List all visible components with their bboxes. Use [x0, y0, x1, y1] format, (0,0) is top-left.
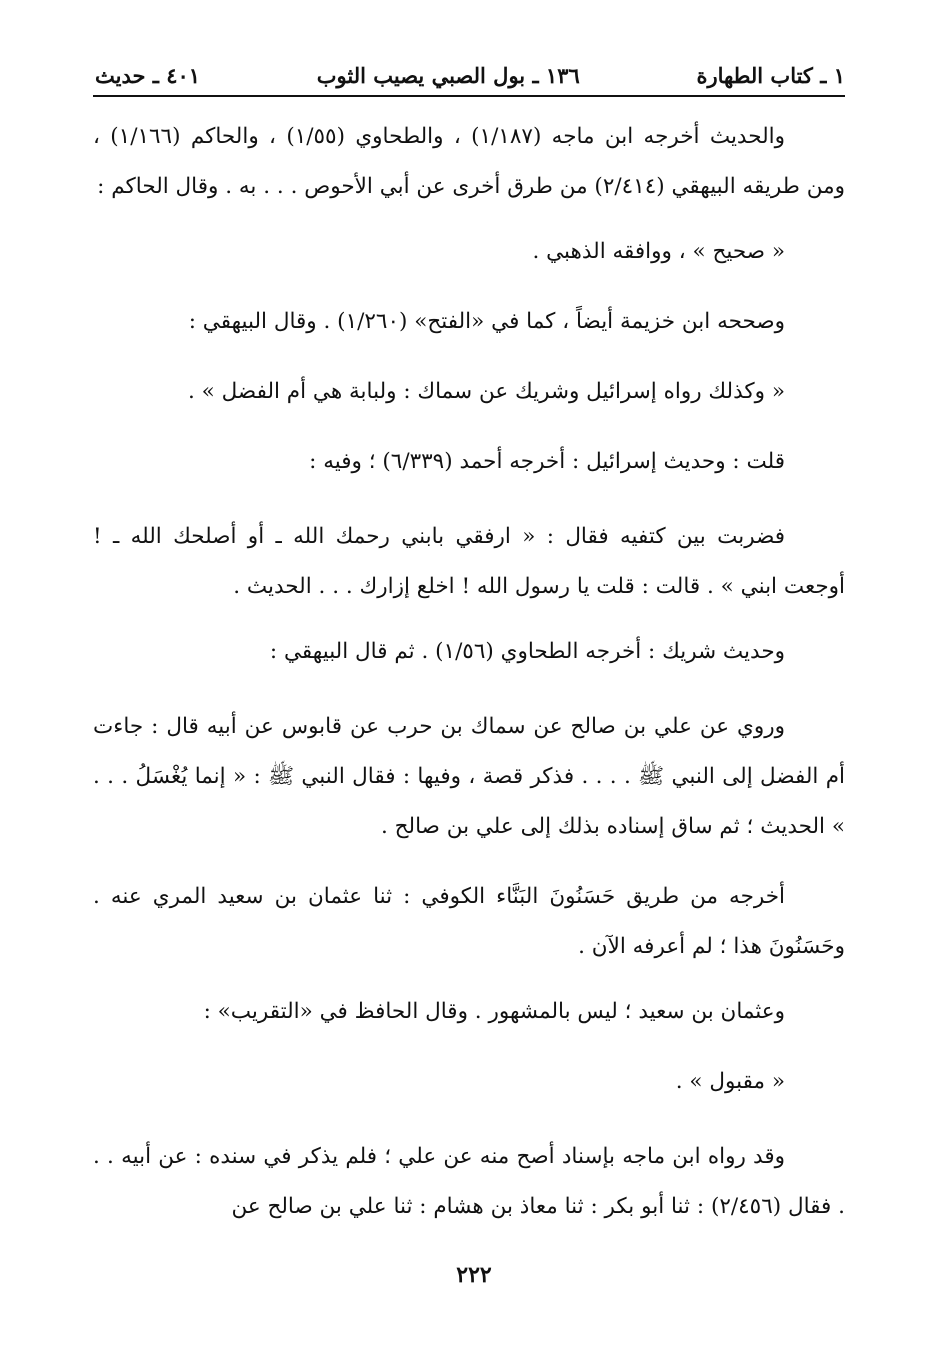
paragraph: فضربت بين كتفيه فقال : « ارفقي بابني رحمك الله ـ أو أصلحك الله ـ ! أوجعت ابني » . قالت : قلت يا رسول الله ! اخلع إزارك . . . الحديث .	[93, 524, 845, 599]
running-header	[95, 58, 845, 92]
paragraph: « صحيح » ، ووافقه الذهبي .	[532, 239, 785, 264]
header-book-title: ١ ـ كتاب الطهارة	[696, 62, 845, 88]
paragraph: أخرجه من طريق حَسَنُونَ البَنَّاء الكوفي : ثنا عثمان بن سعيد المري عنه . وحَسَنُونَ هذا ؛ لم أعرفه الآن .	[93, 884, 845, 959]
paragraph: وقد رواه ابن ماجه بإسناد أصح منه عن علي ؛ فلم يذكر في سنده : عن أبيه . . . فقال (٢/٤٥٦) : ثنا أبو بكر : ثنا معاذ بن هشام : ثنا علي بن صالح عن	[93, 1144, 845, 1219]
paragraph: قلت : وحديث إسرائيل : أخرجه أحمد (٦/٣٣٩) ؛ وفيه :	[309, 449, 785, 474]
paragraph: وروي عن علي بن صالح عن سماك بن حرب عن قابوس عن أبيه قال : جاءت أم الفضل إلى النبي ﷺ . . . . فذكر قصة ، وفيها : فقال النبي ﷺ : « إنما يُغْسَلُ . . . » الحديث ؛ ثم ساق إسناده بذلك إلى علي بن صالح .	[93, 714, 845, 839]
paragraph: وصححه ابن خزيمة أيضاً ، كما في «الفتح» (١/٢٦٠) . وقال البيهقي :	[188, 309, 785, 334]
paragraph: « وكذلك رواه إسرائيل وشريك عن سماك : ولبابة هي أم الفضل » .	[187, 379, 785, 404]
paragraph: وحديث شريك : أخرجه الطحاوي (١/٥٦) . ثم قال البيهقي :	[269, 639, 785, 664]
paragraph: والحديث أخرجه ابن ماجه (١/١٨٧) ، والطحاوي (١/٥٥) ، والحاكم (١/١٦٦) ، ومن طريقه البيهقي (٢/٤١٤) من طرق أخرى عن أبي الأحوص . . . به . وقال الحاكم :	[93, 124, 845, 199]
header-chapter-title: ١٣٦ ـ بول الصبي يصيب الثوب	[316, 62, 580, 88]
header-rule	[93, 95, 845, 97]
page-number: ٢٢٢	[456, 1262, 492, 1288]
body-text	[93, 112, 845, 1232]
header-hadith-number: ٤٠١ ـ حديث	[95, 62, 201, 88]
paragraph: « مقبول » .	[675, 1069, 785, 1094]
paragraph: وعثمان بن سعيد ؛ ليس بالمشهور . وقال الحافظ في «التقريب» :	[203, 999, 785, 1024]
